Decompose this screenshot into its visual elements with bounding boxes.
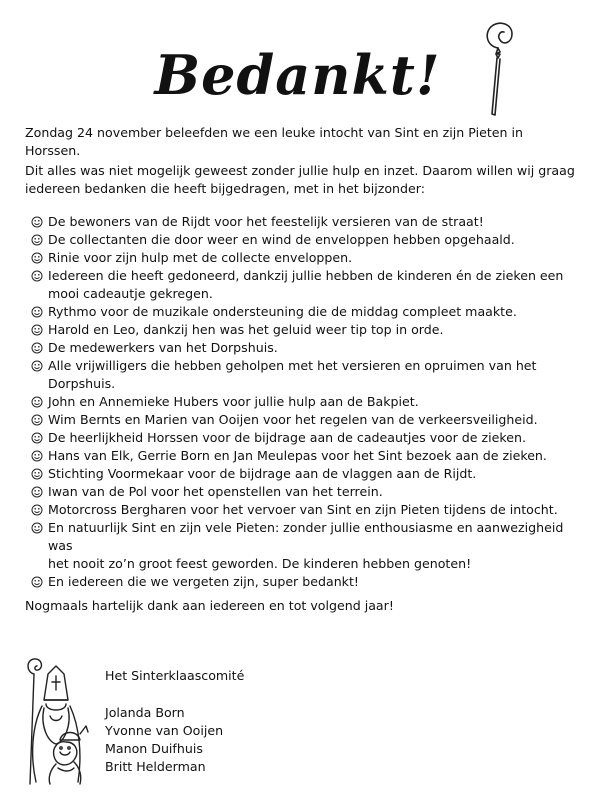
smiley-icon [31,414,43,426]
list-item [31,267,571,303]
smiley-icon [31,342,43,354]
smiley-icon [31,324,43,336]
list-item-line: Hans van Elk, Gerrie Born en Jan Meulepas voor het Sint bezoek aan de zieken. [48,448,547,463]
list-item-line: De bewoners van de Rijdt voor het feestelijk versieren van de straat! [48,214,484,229]
list-item [31,519,571,573]
list-item [31,393,571,411]
list-item [31,321,571,339]
list-item-line: John en Annemieke Hubers voor jullie hulp aan de Bakpiet. [48,394,419,409]
list-item [31,213,571,231]
list-item-line: Motorcross Bergharen voor het vervoer van Sint en zijn Pieten tijdens de intocht. [48,502,558,517]
list-item [31,411,571,429]
committee-name: Het Sinterklaascomité [105,668,245,683]
thanks-list [31,213,571,591]
list-item [31,303,571,321]
sinterklaas-and-piet-illustration [22,656,100,786]
list-item-line: En natuurlijk Sint en zijn vele Pieten: zonder jullie enthousiasme en aanwezigheid was [48,520,564,553]
list-item-line: Harold en Leo, dankzij hen was het geluid weer tip top in orde. [48,322,444,337]
list-item [31,465,571,483]
signatory-name: Jolanda Born [105,705,185,720]
smiley-icon [31,270,43,282]
list-item [31,447,571,465]
list-item-line: het nooit zo’n groot feest geworden. De kinderen hebben genoten! [48,556,472,571]
list-item [31,573,571,591]
smiley-icon [31,504,43,516]
list-item [31,483,571,501]
smiley-icon [31,576,43,588]
list-item-line: Iwan van de Pol voor het openstellen van het terrein. [48,484,383,499]
smiley-icon [31,522,43,534]
smiley-icon [31,396,43,408]
page-title: Bedankt! [154,43,441,107]
thanks-paragraph-line: Dit alles was niet mogelijk geweest zonder jullie hulp en inzet. Daarom willen wij graag [25,163,575,178]
list-item [31,249,571,267]
list-item-line: De medewerkers van het Dorpshuis. [48,340,278,355]
list-item [31,357,571,393]
smiley-icon [31,486,43,498]
list-item-line: De heerlijkheid Horssen voor de bijdrage aan de cadeautjes voor de zieken. [48,430,526,445]
list-item-line: Stichting Voormekaar voor de bijdrage aan de vlaggen aan de Rijdt. [48,466,477,481]
list-item-line: mooi cadeautje gekregen. [48,286,213,301]
list-item-line: Iedereen die heeft gedoneerd, dankzij jullie hebben de kinderen én de zieken een [48,268,564,283]
signatory-name: Yvonne van Ooijen [105,723,224,738]
thanks-paragraph [25,162,575,198]
list-item-line: Rythmo voor de muzikale ondersteuning die de middag compleet maakte. [48,304,517,319]
smiley-icon [31,234,43,246]
smiley-icon [31,306,43,318]
list-item-line: Rinie voor zijn hulp met de collecte enveloppen. [48,250,353,265]
smiley-icon [31,432,43,444]
list-item-line: Dorpshuis. [48,376,116,391]
list-item [31,231,571,249]
closing-line: Nogmaals hartelijk dank aan iedereen en tot volgend jaar! [25,598,394,613]
smiley-icon [31,360,43,372]
list-item-line: En iedereen die we vergeten zijn, super bedankt! [48,574,359,589]
smiley-icon [31,468,43,480]
list-item-line: Wim Bernts en Marien van Ooijen voor het regelen van de verkeersveiligheid. [48,412,538,427]
signatory-name: Manon Duifhuis [105,741,203,756]
list-item-line: Alle vrijwilligers die hebben geholpen met het versieren en opruimen van het [48,358,537,373]
list-item [31,429,571,447]
list-item-line: De collectanten die door weer en wind de enveloppen hebben opgehaald. [48,232,515,247]
signatory-name: Britt Helderman [105,759,206,774]
smiley-icon [31,450,43,462]
list-item [31,339,571,357]
bishop-staff-icon [476,18,520,118]
thanks-paragraph-line: iedereen bedanken die heeft bijgedragen, met in het bijzonder: [25,181,425,196]
smiley-icon [31,252,43,264]
signatory-list [105,704,223,776]
smiley-icon [31,216,43,228]
intro-paragraph: Zondag 24 november beleefden we een leuke intocht van Sint en zijn Pieten in Horssen. [25,125,523,158]
list-item [31,501,571,519]
